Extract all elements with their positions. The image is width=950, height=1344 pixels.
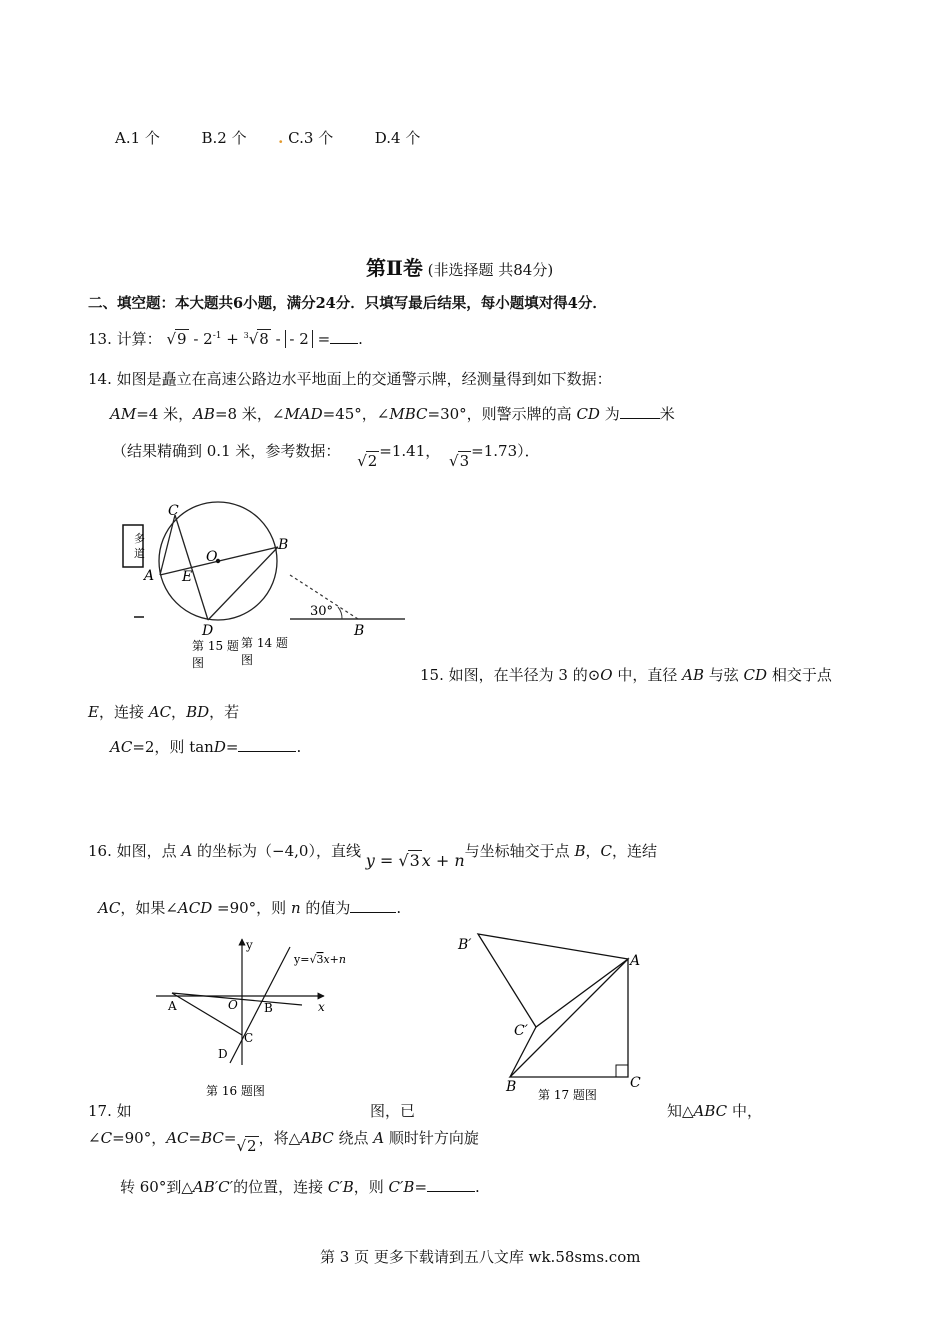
caption-q14-b: 图 (241, 653, 254, 667)
q13-sqrt9: √9 (166, 330, 187, 348)
page-footer: 第 3 页 更多下载请到五八文库 wk.58sms.com (320, 1248, 641, 1266)
q16-b: B (574, 842, 586, 860)
label-b: B (278, 537, 289, 553)
q15-ac: AC (148, 703, 172, 721)
q14-ab: AB (193, 405, 215, 423)
q16-eq-n: n (454, 851, 465, 870)
q17-text-turn: 转 60°到△ (120, 1178, 193, 1196)
part2-title-block (366, 252, 553, 281)
label-y: y (246, 938, 253, 952)
q16-text-if: ，如果∠ (120, 899, 178, 917)
q14-line2 (110, 403, 675, 424)
option-b: B.2 个 (201, 129, 247, 147)
q15-comma: ， (171, 703, 187, 721)
q14-text-f: =45°，∠ (322, 405, 390, 423)
q16-acd: ACD (177, 899, 213, 917)
q16-eq-radicand: 3 (409, 851, 420, 870)
q15-if: ，若 (209, 703, 240, 721)
caption-q17: 第 17 题图 (538, 1088, 597, 1102)
q13-answer-blank (330, 343, 358, 344)
q13-equals: = (312, 330, 331, 348)
q17-end: . (475, 1178, 480, 1196)
q16-text-90: =90°，则 (212, 899, 291, 917)
q15-text-c: 与弦 (704, 666, 744, 684)
q14-value2: =1.41， (379, 442, 441, 460)
q14-am: AM (110, 405, 137, 423)
q13-abs: - 2 (285, 330, 312, 348)
line-label: y=√3x+n (294, 953, 346, 966)
option-d: D.4 个 (374, 129, 421, 147)
q16-end: . (396, 899, 402, 917)
label-d: D (218, 1047, 228, 1061)
q17-ab-prime-c-prime: AB′C′ (192, 1178, 234, 1196)
q16-eq-sqrt3: √3 (398, 851, 420, 870)
option-a: A.1 个 (115, 129, 160, 147)
q15-text-connect: ，连接 (98, 703, 149, 721)
label-a: A (630, 953, 641, 969)
q13-minus2: - (270, 330, 286, 348)
q17-c: C (100, 1129, 113, 1147)
sign-text-2: 道 (134, 547, 145, 560)
label-d: D (202, 623, 214, 639)
q14-ref-prefix: （结果精确到 0.1 米，参考数据： (112, 442, 341, 460)
ground-label-b: B (354, 623, 365, 639)
q15-bd: BD (186, 703, 210, 721)
q17-text-then: ，则 (353, 1178, 389, 1196)
angle-30-label: 30° (310, 604, 334, 619)
q17-answer-blank (427, 1191, 475, 1192)
line-y-sqrt3x-n (230, 947, 290, 1063)
caption-q16: 第 16 题图 (206, 1084, 265, 1098)
q14-text-j: 为 (599, 405, 620, 423)
label-e: E (182, 569, 193, 585)
q14-text-h: =30°，则警示牌的高 (427, 405, 577, 423)
q13-minus1: - (188, 330, 204, 348)
figure-q15-q14 (110, 495, 420, 680)
sign-text-1: 多 (134, 532, 145, 545)
q14-unit: 米 (659, 405, 675, 423)
q15-text-d: 相交于点 (767, 666, 832, 684)
q15-end: . (296, 738, 302, 756)
q14-text-d: =8 米，∠ (214, 405, 285, 423)
q16-eq-eq: = (374, 851, 399, 870)
right-angle-mark (616, 1065, 628, 1077)
q16-text-a: 16. 如图，点 (88, 842, 182, 860)
label-b-prime: B′ (458, 937, 472, 953)
q15-e: E (88, 703, 99, 721)
q16-equation (366, 851, 465, 870)
chord-cd (175, 515, 208, 620)
q15-d: D (213, 738, 226, 756)
q16-ac: AC (98, 899, 121, 917)
q16-text-value: 的值为 (300, 899, 351, 917)
q16-line1 (88, 840, 657, 870)
orange-dot-mark: . (278, 129, 284, 147)
q13-radicand1: 9 (177, 330, 187, 348)
section2-heading: 二、填空题：本大题共6小题，满分24分．只填写最后结果，每小题填对得4分． (88, 295, 607, 312)
q17-bc: BC (201, 1129, 224, 1147)
q16-text-e: ，连结 (611, 842, 657, 860)
q14-mad: MAD (284, 405, 323, 423)
segment-ac (160, 515, 175, 575)
q13-end: . (358, 330, 363, 348)
q16-text-b: 的坐标为（−4,0），直线 (192, 842, 361, 860)
q17-radicand: 2 (247, 1137, 257, 1155)
q15-equals: = (225, 738, 239, 756)
q16-line2 (98, 897, 401, 918)
label-x: x (318, 1000, 325, 1014)
q15-text-b: 中，直径 (612, 666, 683, 684)
q17-text-know: 知△ (667, 1102, 694, 1120)
q17-line1-a: 17. 如 (88, 1102, 132, 1120)
q13-cbrt8: $^3$√8 (243, 330, 269, 348)
line-label-radicand: 3 (316, 953, 324, 966)
label-c: C (244, 1031, 254, 1045)
line-label-n: n (338, 953, 346, 966)
q17-line3 (120, 1176, 480, 1197)
question-13 (88, 328, 363, 349)
caption-q14: 第 14 题 (241, 636, 288, 650)
part2-title: 第Ⅱ卷 (366, 256, 423, 280)
q15-cd: CD (743, 666, 768, 684)
q17-c-prime-b2: C′B (388, 1178, 415, 1196)
q17-line1-b: 图，已 (370, 1102, 416, 1120)
q17-text-around: 绕点 (333, 1129, 374, 1147)
q15-ab: AB (682, 666, 704, 684)
q17-text-90: =90°， (112, 1129, 167, 1147)
q17-line2 (88, 1127, 479, 1155)
q17-angle-sign: ∠ (88, 1129, 101, 1147)
q14-sqrt2: √2 (357, 452, 378, 470)
q14-radicand3: 3 (459, 452, 470, 470)
label-c-prime: C′ (514, 1023, 528, 1039)
figure-q17 (450, 925, 670, 1110)
q14-line3 (112, 440, 540, 470)
figure-q16 (150, 935, 370, 1105)
q15-line1 (420, 664, 832, 685)
q17-text-rotate: ，将△ (258, 1129, 301, 1147)
q14-answer-blank (620, 418, 660, 419)
q17-abc: ABC (693, 1102, 728, 1120)
q15-ac2: AC (110, 738, 133, 756)
q15-line3 (110, 736, 301, 757)
q17-ac: AC (166, 1129, 189, 1147)
q16-eq-plus: + (430, 851, 455, 870)
q17-text-in: 中， (727, 1102, 762, 1120)
option-c: C.3 个 (288, 129, 334, 147)
q13-plus: + (221, 330, 244, 348)
q15-text-a: 15. 如图，在半径为 3 的⊙ (420, 666, 601, 684)
q17-c-prime-b: C′B (327, 1178, 354, 1196)
caption-q15: 第 15 题 (192, 639, 239, 653)
q17-a: A (373, 1129, 385, 1147)
q16-c: C (600, 842, 612, 860)
q17-text-clockwise: 顺时针方向旋 (384, 1129, 479, 1147)
q12-options (115, 127, 420, 148)
q16-text-c: 与坐标轴交于点 (464, 842, 575, 860)
part2-subtitle: (非选择题 共84分) (427, 261, 554, 279)
caption-q15-b: 图 (192, 656, 205, 670)
q13-number: 13. (88, 330, 112, 348)
q15-line2 (88, 701, 239, 722)
label-o: O (228, 998, 238, 1012)
q16-eq-x: x (421, 851, 431, 870)
label-c: C (168, 503, 179, 519)
triangle-ab-prime-c-prime (478, 934, 628, 1027)
q17-eq1: = (188, 1129, 202, 1147)
q14-text-b: =4 米， (136, 405, 194, 423)
q14-cd: CD (576, 405, 600, 423)
q16-n: n (290, 899, 301, 917)
q13-exponent: -1 (212, 331, 222, 341)
q16-a: A (181, 842, 193, 860)
line-label-b: x+ (323, 953, 339, 966)
q14-radicand2: 2 (367, 452, 378, 470)
segment-bd (208, 547, 278, 620)
q16-comma: ， (585, 842, 601, 860)
q17-equals: = (414, 1178, 428, 1196)
q14-value3: =1.73）． (471, 442, 540, 460)
q16-answer-blank (350, 912, 396, 913)
triangle-abc (510, 959, 628, 1077)
q13-prefix: 计算： (116, 330, 162, 348)
q14-mbc: MBC (389, 405, 428, 423)
q13-radicand2: 8 (259, 330, 269, 348)
q17-abc2: ABC (300, 1129, 334, 1147)
label-c: C (630, 1075, 641, 1091)
q16-eq-y: y (365, 851, 375, 870)
q17-line1-c (667, 1100, 762, 1121)
line-label-a: y= (294, 953, 310, 966)
q17-text-position: 的位置，连接 (233, 1178, 328, 1196)
q15-o: O (600, 666, 613, 684)
q15-text-tan: =2，则 tan (132, 738, 214, 756)
label-a: A (168, 999, 177, 1013)
label-b: B (264, 1001, 273, 1015)
label-b: B (506, 1079, 517, 1095)
q17-sqrt2: √2 (236, 1137, 257, 1155)
label-o: O (206, 549, 218, 565)
q17-eq2: = (223, 1129, 237, 1147)
q15-answer-blank (238, 751, 296, 752)
q14-sqrt3: √3 (449, 452, 470, 470)
label-a: A (144, 568, 155, 584)
q13-cbrt-index: 3 (243, 331, 249, 340)
q14-line1: 14. 如图是矗立在高速公路边水平地面上的交通警示牌，经测量得到如下数据： (88, 370, 612, 388)
q13-two: 2 (203, 330, 213, 348)
